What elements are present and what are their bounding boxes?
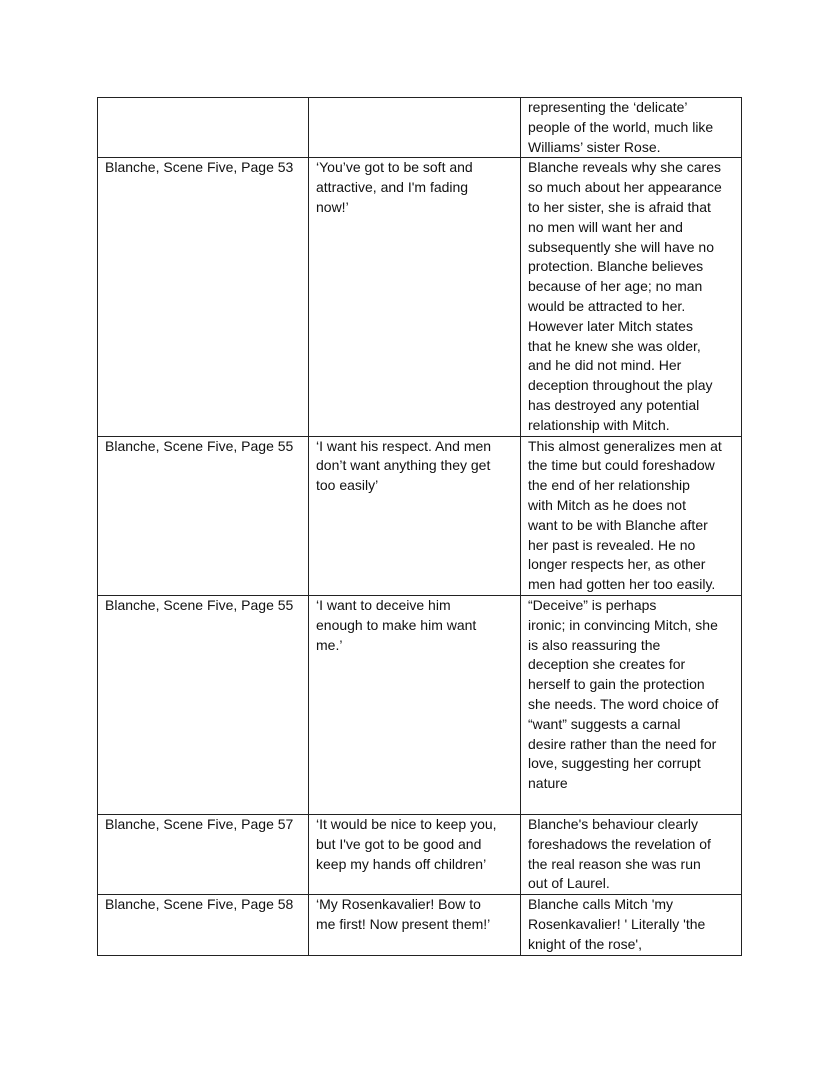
quote-cell [309,98,521,158]
quote-cell: ‘You’ve got to be soft and attractive, and I'm fading now!’ [309,158,521,436]
table-row [98,814,742,894]
analysis-cell: This almost generalizes men at the time but could foreshadow the end of her relationship with Mitch as he does not want to be with Blanche after her past is revealed. He no longer respects her, as other men had gotten her too easily. [521,436,742,595]
speaker-cell: Blanche, Scene Five, Page 58 [98,895,309,955]
speaker-cell: Blanche, Scene Five, Page 55 [98,436,309,595]
analysis-cell: representing the ‘delicate’ people of the world, much like Williams’ sister Rose. [521,98,742,158]
quote-analysis-table [97,97,742,956]
speaker-cell: Blanche, Scene Five, Page 53 [98,158,309,436]
speaker-cell: Blanche, Scene Five, Page 55 [98,595,309,814]
quote-cell: ‘My Rosenkavalier! Bow to me first! Now present them!’ [309,895,521,955]
analysis-cell: Blanche calls Mitch 'my Rosenkavalier! ' Literally 'the knight of the rose', [521,895,742,955]
quote-cell: ‘I want to deceive him enough to make him want me.’ [309,595,521,814]
table-row [98,98,742,158]
speaker-cell [98,98,309,158]
table-row [98,436,742,595]
analysis-cell: Blanche's behaviour clearly foreshadows the revelation of the real reason she was run out of Laurel. [521,814,742,894]
quote-cell: ‘It would be nice to keep you, but I've got to be good and keep my hands off children’ [309,814,521,894]
speaker-cell: Blanche, Scene Five, Page 57 [98,814,309,894]
analysis-cell: “Deceive” is perhaps ironic; in convincing Mitch, she is also reassuring the deception she creates for herself to gain the protection she needs. The word choice of “want” suggests a carnal desire rather than the need for love, suggesting her corrupt nature [521,595,742,814]
table-row [98,595,742,814]
table-row [98,895,742,955]
table-row [98,158,742,436]
quote-cell: ‘I want his respect. And men don’t want anything they get too easily’ [309,436,521,595]
analysis-cell: Blanche reveals why she cares so much about her appearance to her sister, she is afraid that no men will want her and subsequently she will have no protection. Blanche believes because of her age; no man would be attracted to her. However later Mitch states that he knew she was older, and he did not mind. Her deception throughout the play has destroyed any potential relationship with Mitch. [521,158,742,436]
